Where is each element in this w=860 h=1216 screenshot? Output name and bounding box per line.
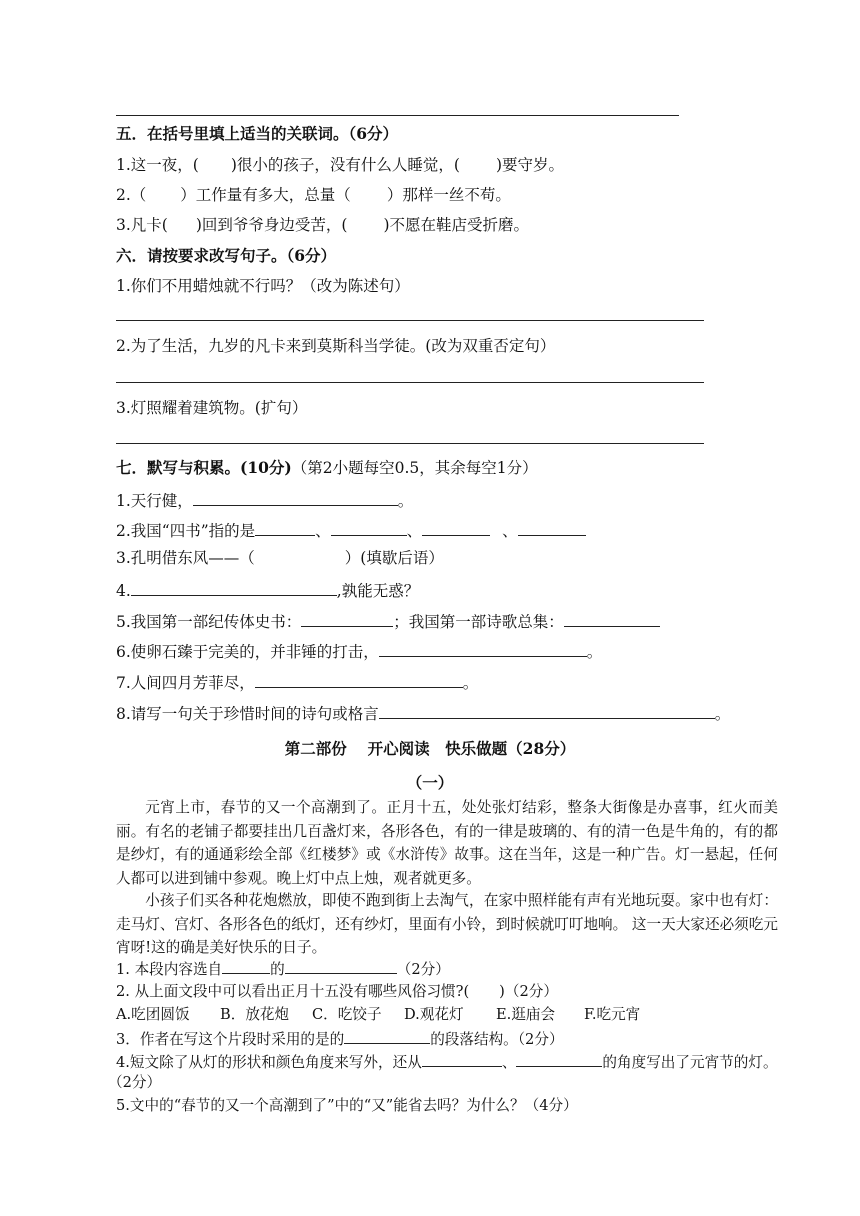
fill-blank[interactable] [379,702,715,719]
answer-line[interactable] [116,320,704,321]
passage-paragraph-2: 小孩子们买各种花炮燃放，即使不跑到街上去淘气，在家中照样能有声有光地玩耍。家中也有灯：走马灯、宫灯、各形各色的纸灯，还有纱灯，里面有小铃，到时候就叮叮地响。 这一天大家还必须吃元宵呀!这的确是美好快乐的日子。 [116,892,778,956]
fill-blank[interactable] [422,519,490,536]
s7-question-1 [116,489,413,511]
s5-question-3 [116,215,529,235]
s7-q2-text: 2.我国“四书”指的是 [116,522,256,540]
section6-title: 六．请按要求改写句子。（6分） [116,246,337,265]
r-q2-text: 2. 从上面文段中可以看出正月十五没有哪些风俗习惯?( [116,983,470,1000]
s7-question-6 [116,640,602,662]
s7-q3-text: 3.孔明借东风——（ [116,549,255,567]
section7-title-main: 七．默写与积累。(10分) [116,458,292,477]
reading-question-5: 5.文中的“春节的又一个高潮到了”中的“又”能省去吗？为什么？（4分） [116,1097,578,1114]
answer-line-top [116,115,679,116]
separator: 、 [315,522,331,540]
s7-question-8 [116,702,730,724]
reading-question-3 [116,1028,564,1050]
option-d[interactable]: D.观花灯 [404,1006,464,1023]
option-c[interactable]: C．吃饺子 [312,1006,382,1023]
s6-question-3: 3.灯照耀着建筑物。(扩句） [116,399,308,417]
s7-q5-text-2: ；我国第一部诗歌总集： [393,613,564,631]
option-e[interactable]: E.逛庙会 [496,1006,556,1023]
s7-question-7 [116,671,478,693]
s5-q1-part2: )很小的孩子，没有什么人睡觉，( [230,156,460,174]
r-q1-text-2: 的 [270,961,285,978]
s6-question-1: 1.你们不用蜡烛就不行吗？（改为陈述句） [116,277,410,295]
s5-q1-part3: )要守岁。 [495,156,565,174]
s7-q7-end: 。 [462,674,479,692]
passage-paragraph-1: 元宵上市，春节的又一个高潮到了。正月十五，处处张灯结彩，整条大街像是办喜事，红火而美丽。有名的老铺子都要挂出几百盏灯来，各形各色，有的一律是玻璃的、有的清一色是牛角的，有的都是纱灯，有的通通彩绘全部《红楼梦》或《水浒传》故事。这在当年，这是一种广告。灯一悬起，任何人都可以进到铺中参观。晚上灯中点上烛，观者就更多。 [116,799,778,887]
part2-title: 第二部份 开心阅读 快乐做题（28分） [284,739,576,758]
answer-line[interactable] [116,382,704,383]
option-b[interactable]: B．放花炮 [220,1006,290,1023]
section7-title-note: （第2小题每空0.5，其余每空1分） [291,459,538,477]
option-f[interactable]: F.吃元宵 [584,1006,641,1023]
s7-question-4 [116,579,419,601]
s7-q5-text: 5.我国第一部纪传体史书： [116,613,302,631]
fill-blank[interactable] [222,958,270,974]
s5-q3-part3: )不愿在鞋店受折磨。 [383,216,530,234]
r-q3-end: 的段落结构。（2分） [430,1031,564,1048]
section5-title: 五．在括号里填上适当的关联词。（6分） [116,124,399,143]
s7-q4-end: ,孰能无惑？ [336,582,420,600]
s5-question-2 [116,185,511,205]
s7-q8-end: 。 [714,705,731,723]
fill-blank[interactable] [285,958,397,974]
r-q1-text: 1. 本段内容选自 [116,961,223,978]
s5-q1-part1: 1.这一夜，( [116,156,199,174]
s5-q3-part1: 3.凡卡( [116,216,168,234]
fill-blank[interactable] [518,519,586,536]
fill-blank[interactable] [344,1028,430,1044]
s7-q8-text: 8.请写一句关于珍惜时间的诗句或格言 [116,705,379,723]
fill-blank[interactable] [516,1051,602,1067]
s7-q3-end: ）(填歇后语） [344,549,444,567]
s6-question-2: 2.为了生活，九岁的凡卡来到莫斯科当学徒。(改为双重否定句） [116,337,556,355]
r-q1-score: （2分） [396,961,450,978]
r-q2-score: )（2分） [499,983,558,1000]
reading-q2-options [116,1005,640,1025]
fill-blank[interactable] [255,519,315,536]
answer-line[interactable] [116,443,704,444]
separator: 、 [502,522,518,540]
option-a[interactable]: A.吃团圆饭 [116,1006,190,1023]
section7-title [116,458,538,478]
s7-q7-text: 7.人间四月芳菲尽， [116,674,255,692]
s7-question-2 [116,519,586,541]
s7-q4-text: 4. [116,582,131,600]
reading-q4-score: （2分） [108,1074,162,1091]
s7-q6-end: 。 [586,643,603,661]
reading-question-2 [116,982,558,1002]
s7-q1-end: 。 [397,492,414,510]
fill-blank[interactable] [379,640,587,657]
fill-blank[interactable] [131,579,337,596]
r-q4-end: 的角度写出了元宵节的灯。 [602,1054,778,1071]
s7-question-3 [116,548,444,568]
s5-q2-part2: ）工作量有多大，总量（ [180,186,351,204]
s7-q6-text: 6.使卵石臻于完美的，并非锤的打击， [116,643,379,661]
s5-q2-part1: 2.（ [116,186,147,204]
reading-question-1 [116,958,450,980]
r-q4-text: 4.短文除了从灯的形状和颜色角度来写外，还从 [116,1054,422,1071]
s5-question-1 [116,155,564,175]
s7-q1-text: 1.天行健， [116,492,193,510]
s5-q2-part3: ）那样一丝不苟。 [386,186,511,204]
s5-q3-part2: )回到爷爷身边受苦，( [195,216,348,234]
fill-blank[interactable] [255,671,463,688]
fill-blank[interactable] [193,489,398,506]
fill-blank[interactable] [564,610,660,627]
fill-blank[interactable] [331,519,407,536]
s7-question-5 [116,610,660,632]
fill-blank[interactable] [301,610,393,627]
passage-number: （一） [406,773,454,792]
fill-blank[interactable] [422,1051,502,1067]
r-q3-text: 3．作者在写这个片段时采用的是的 [116,1031,345,1048]
reading-question-4 [116,1051,778,1073]
separator: 、 [501,1054,517,1071]
separator: 、 [406,522,423,540]
